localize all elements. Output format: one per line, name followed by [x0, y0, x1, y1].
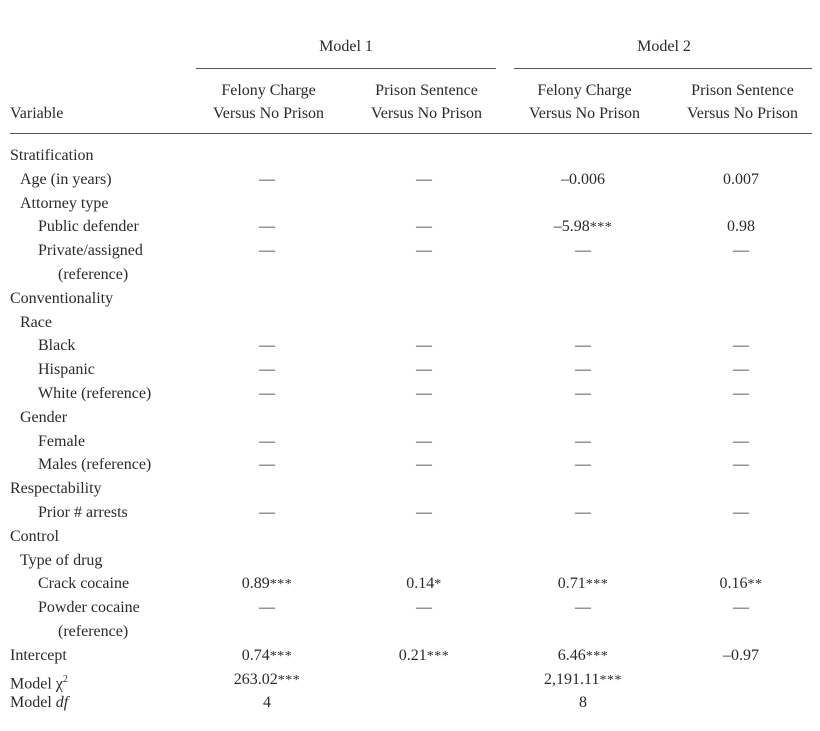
- row-label: Respectability: [10, 480, 102, 497]
- model1-header: Model 1: [319, 38, 373, 55]
- table-cell: —: [416, 242, 432, 259]
- table-cell: —: [575, 361, 591, 378]
- table-cell: —: [259, 385, 275, 402]
- table-cell: —: [416, 218, 432, 235]
- row-label: White (reference): [38, 385, 152, 402]
- m1-prison-header-line2: Versus No Prison: [370, 105, 483, 122]
- table-cell: —: [259, 433, 275, 450]
- table-cell: 0.98: [727, 218, 755, 235]
- table-cell: 0.007: [723, 171, 759, 188]
- row-label: Control: [10, 528, 59, 545]
- table-cell: —: [733, 361, 749, 378]
- table-cell: –0.006: [561, 171, 605, 188]
- table-cell: —: [416, 504, 432, 521]
- table-cell: —: [416, 171, 432, 188]
- significance-stars: ***: [585, 649, 609, 664]
- m2-prison-header-line1: Prison Sentence: [691, 82, 794, 99]
- table-cell: —: [575, 385, 591, 402]
- significance-stars: ***: [599, 673, 622, 688]
- table-cell: —: [416, 456, 432, 473]
- table-cell: —: [733, 242, 749, 259]
- row-label: Black: [38, 337, 76, 354]
- m1-felony-header-line1: Felony Charge: [221, 82, 316, 99]
- significance-stars: ***: [585, 577, 609, 592]
- variable-header: Variable: [10, 105, 64, 122]
- table-cell: —: [259, 456, 275, 473]
- m1-prison-header-line1: Prison Sentence: [375, 82, 478, 99]
- table-cell: —: [575, 504, 591, 521]
- model2-header: Model 2: [637, 38, 691, 55]
- table-cell: 263.02***: [233, 671, 301, 688]
- row-label: Race: [20, 314, 52, 331]
- row-label: Model $\chi^2$: [10, 674, 68, 693]
- significance-stars: ***: [269, 649, 293, 664]
- row-label: (reference): [58, 266, 129, 283]
- model1-rule: [196, 68, 496, 69]
- table-cell: –5.98***: [553, 218, 613, 235]
- model2-rule: [514, 68, 812, 69]
- table-cell: 0.71***: [557, 575, 609, 592]
- table-cell: 6.46***: [557, 647, 609, 664]
- row-label: Hispanic: [38, 361, 95, 378]
- significance-stars: ***: [269, 577, 293, 592]
- table-cell: 0.89***: [241, 575, 293, 592]
- m2-prison-header-line2: Versus No Prison: [686, 105, 799, 122]
- table-cell: 8: [579, 694, 587, 711]
- table-cell: —: [416, 337, 432, 354]
- significance-stars: ***: [426, 649, 450, 664]
- row-label: Males (reference): [38, 456, 152, 473]
- row-label: Crack cocaine: [38, 575, 130, 592]
- row-label: Age (in years): [20, 171, 112, 188]
- row-label: Prior # arrests: [38, 504, 128, 521]
- significance-stars: ***: [277, 673, 301, 688]
- row-label: Intercept: [10, 647, 67, 664]
- row-label: Gender: [20, 409, 68, 426]
- table-cell: —: [733, 456, 749, 473]
- table-cell: —: [733, 504, 749, 521]
- row-label: Model df: [10, 694, 69, 711]
- table-cell: 0.74***: [241, 647, 293, 664]
- table-cell: 4: [263, 694, 271, 711]
- table-cell: —: [416, 361, 432, 378]
- table-cell: —: [259, 218, 275, 235]
- table-cell: 2,191.11***: [544, 671, 622, 688]
- header-bottom-rule: [10, 133, 812, 134]
- table-cell: —: [733, 337, 749, 354]
- table-cell: —: [575, 337, 591, 354]
- table-cell: —: [259, 242, 275, 259]
- significance-stars: *: [434, 577, 442, 592]
- m2-felony-header-line1: Felony Charge: [537, 82, 632, 99]
- table-cell: —: [259, 337, 275, 354]
- table-cell: –0.97: [723, 647, 759, 664]
- table-cell: —: [259, 361, 275, 378]
- table-cell: 0.14*: [406, 575, 442, 592]
- table-cell: —: [575, 433, 591, 450]
- row-label: (reference): [58, 623, 129, 640]
- table-cell: —: [416, 385, 432, 402]
- table-cell: —: [733, 385, 749, 402]
- table-cell: —: [416, 433, 432, 450]
- row-label: Private/assigned: [38, 242, 143, 259]
- m2-felony-header-line2: Versus No Prison: [528, 105, 641, 122]
- table-cell: —: [733, 599, 749, 616]
- row-label: Attorney type: [20, 195, 109, 212]
- row-label: Type of drug: [20, 552, 103, 569]
- table-cell: —: [575, 242, 591, 259]
- table-cell: —: [575, 456, 591, 473]
- row-label: Conventionality: [10, 290, 114, 307]
- table-cell: —: [259, 599, 275, 616]
- table-cell: 0.16**: [719, 575, 763, 592]
- significance-stars: **: [747, 577, 763, 592]
- table-cell: 0.21***: [398, 647, 450, 664]
- row-label: Female: [38, 433, 86, 450]
- table-cell: —: [416, 599, 432, 616]
- table-cell: —: [575, 599, 591, 616]
- row-label: Public defender: [38, 218, 139, 235]
- table-cell: —: [259, 504, 275, 521]
- row-label: Powder cocaine: [38, 599, 140, 616]
- significance-stars: ***: [589, 220, 613, 235]
- m1-felony-header-line2: Versus No Prison: [212, 105, 325, 122]
- row-label: Stratification: [10, 147, 94, 164]
- table-cell: —: [259, 171, 275, 188]
- table-cell: —: [733, 433, 749, 450]
